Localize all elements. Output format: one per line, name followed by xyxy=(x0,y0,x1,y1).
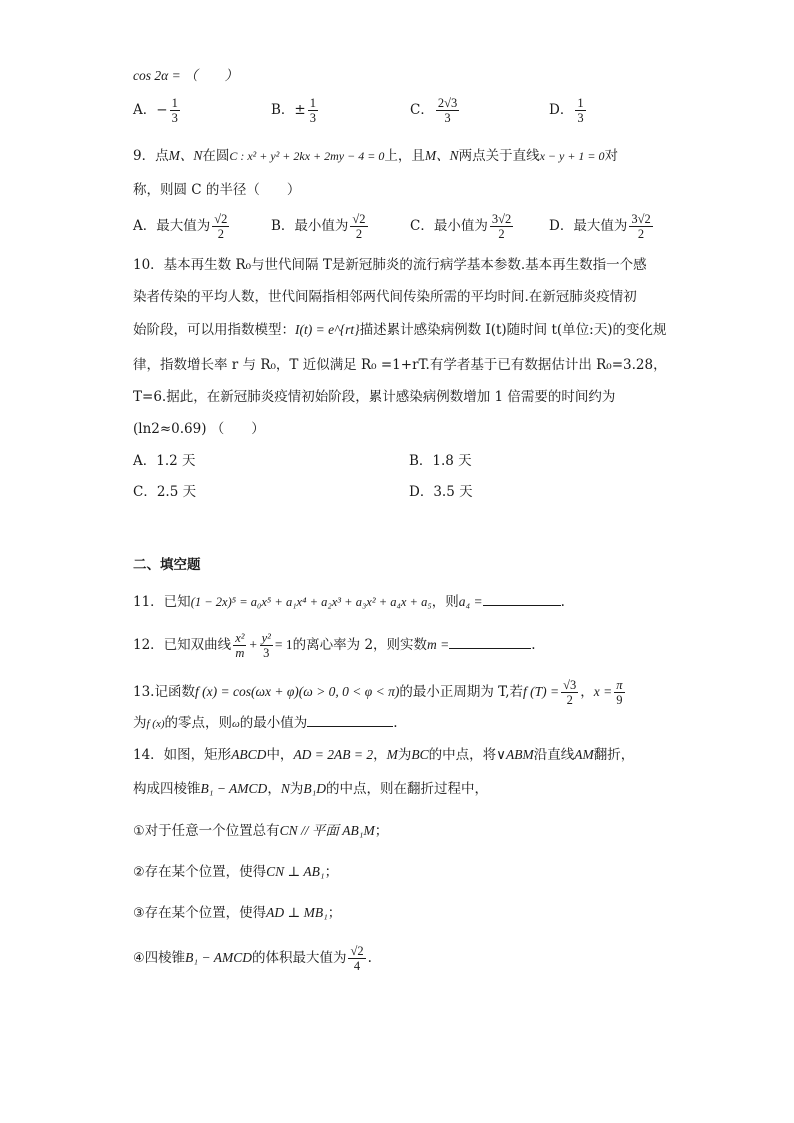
frac-num: 2√3 xyxy=(437,96,458,110)
option-text: 最大值为 xyxy=(573,218,628,234)
q13-omega: ω xyxy=(232,718,240,730)
option-letter: D． xyxy=(549,102,574,118)
q9-text: 两点关于直线 xyxy=(458,148,540,164)
q13-line2 xyxy=(133,712,398,734)
q9-line-eq: x − y + 1 = 0 xyxy=(539,149,605,163)
q14-point: N xyxy=(280,781,290,796)
frac-den: 2 xyxy=(566,693,573,707)
q10-option-c[interactable] xyxy=(133,482,196,502)
option-text: 1.8 天 xyxy=(432,453,472,469)
option-letter: D． xyxy=(409,484,434,500)
q13-text: 13.记函数 xyxy=(133,684,195,700)
q8-option-a[interactable] xyxy=(133,96,182,125)
q10-line5: T=6.据此，在新冠肺炎疫情初始阶段，累计感染病例数增加 1 倍需要的时间约为 xyxy=(133,389,616,405)
q14-item-4 xyxy=(133,944,372,973)
frac-den: 2 xyxy=(217,227,224,241)
option-text: 1.2 天 xyxy=(156,453,196,469)
frac-den: 2 xyxy=(637,227,645,241)
frac-num: √2 xyxy=(214,212,228,226)
q14-item-end: ； xyxy=(327,905,342,921)
q12-end: . xyxy=(531,637,536,653)
q9-points: M、N xyxy=(168,148,203,163)
option-sign: − xyxy=(156,102,168,118)
frac-den: 3 xyxy=(577,111,584,125)
frac-num: √2 xyxy=(350,944,364,958)
q14-item-text: 存在某个位置，使得 xyxy=(144,864,267,880)
option-text: 2.5 天 xyxy=(156,484,197,500)
q13-text: 为 xyxy=(133,715,147,731)
option-letter: C． xyxy=(410,218,434,234)
q9-text: 9．点 xyxy=(133,148,169,164)
frac-den: 3 xyxy=(171,111,178,125)
section-title: 二、填空题 xyxy=(133,557,201,573)
q9-option-a[interactable] xyxy=(133,212,231,241)
q11-expr: (1 − 2x)⁵ = a₀x⁵ + a₁x⁴ + a₂x³ + a₃x² + a₄x + a₅ xyxy=(190,595,432,609)
q14-item-end: ； xyxy=(374,823,389,839)
q13-line1 xyxy=(133,678,627,707)
q14-text: 为 xyxy=(397,747,412,763)
q9-line1 xyxy=(133,146,618,166)
frac-den: 3 xyxy=(444,111,451,125)
q9-option-d[interactable] xyxy=(549,212,655,241)
q14-item-end: ； xyxy=(324,864,339,880)
frac-num: 1 xyxy=(577,96,584,110)
frac-den: 2 xyxy=(498,227,505,241)
q10-text: 描述累计感染病例数 I(t)随时间 t(单位:天)的变化规 xyxy=(359,322,667,338)
q9-text: 上，且 xyxy=(384,148,425,164)
q13-answer-blank[interactable] xyxy=(307,712,393,727)
q14-line1 xyxy=(133,745,634,765)
frac-num: x² xyxy=(235,631,245,645)
q8-option-c[interactable] xyxy=(410,96,461,125)
option-letter: D． xyxy=(549,218,574,234)
q9-text: 在圆 xyxy=(202,148,230,164)
q10-line1: 10．基本再生数 R₀与世代间隔 T是新冠肺炎的流行病学基本参数.基本再生数指一个感 xyxy=(133,257,647,273)
q11-text: ，则 xyxy=(431,594,459,610)
frac-num: π xyxy=(616,678,623,692)
q14-item-2 xyxy=(133,862,338,883)
q14-item-math: B₁ − AMCD xyxy=(185,950,252,965)
q14-item-end: . xyxy=(367,950,372,966)
q13-text: 的最小正周期为 T,若 xyxy=(399,684,523,700)
q12-text: 12．已知双曲线 xyxy=(133,637,232,653)
q14-text: 沿直线 xyxy=(533,747,575,763)
q14-cond: AD = 2AB = 2 xyxy=(293,747,374,762)
q9-option-c[interactable] xyxy=(410,212,515,241)
q10-option-d[interactable] xyxy=(409,482,473,502)
frac-num: 1 xyxy=(309,96,316,110)
q14-seg: BC xyxy=(411,747,429,762)
frac-num: √3 xyxy=(563,678,577,692)
option-letter: A． xyxy=(133,453,157,469)
q13-text: 的最小值为 xyxy=(239,715,308,731)
q9-points: M、N xyxy=(424,148,459,163)
q14-item-3 xyxy=(133,903,341,924)
q11-answer-blank[interactable] xyxy=(483,591,561,606)
q9-line2 xyxy=(133,180,300,200)
q14-text: ， xyxy=(267,781,281,797)
q13-func-ref: f (x) xyxy=(146,718,165,730)
q14-item-text: 存在某个位置，使得 xyxy=(144,905,267,921)
q8-stem xyxy=(133,66,238,86)
q14-item-math: CN ⊥ AB₁ xyxy=(266,864,325,879)
frac-num: 1 xyxy=(171,96,178,110)
q10-text: 始阶段，可以用指数模型： xyxy=(133,322,295,338)
q14-item-text: 对于任意一个位置总有 xyxy=(144,823,280,839)
q12 xyxy=(133,631,536,660)
q8-option-d[interactable] xyxy=(549,96,588,125)
q14-text: 中， xyxy=(266,747,294,763)
frac-den: 9 xyxy=(616,693,623,707)
q13-end: . xyxy=(393,715,398,731)
option-text: 3.5 天 xyxy=(433,484,473,500)
q12-target: m = xyxy=(427,637,450,652)
q14-text: 为 xyxy=(289,781,304,797)
option-sign: ± xyxy=(294,102,306,118)
q14-pyramid: B₁ − AMCD xyxy=(200,781,268,796)
q11-end: . xyxy=(560,594,565,610)
q10-option-b[interactable] xyxy=(409,451,472,471)
q12-eq: = 1 xyxy=(274,637,293,652)
option-text: 最小值为 xyxy=(433,218,488,234)
q13-cond: f (T) = xyxy=(523,684,560,699)
frac-den: 2 xyxy=(355,227,363,241)
frac-num: √2 xyxy=(352,212,366,226)
q14-item-text: 的体积最大值为 xyxy=(251,950,347,966)
q14-text: ， xyxy=(373,747,387,763)
q14-text: 的中点，则在翻折过程中， xyxy=(326,781,489,797)
frac-num: y² xyxy=(261,631,271,645)
circled-number: ② xyxy=(133,865,145,880)
q14-text: 14．如图，矩形 xyxy=(133,747,232,763)
q10-line3 xyxy=(133,320,666,340)
option-letter: C． xyxy=(133,484,157,500)
circled-number: ① xyxy=(133,824,145,839)
q14-item-math: AD ⊥ MB₁ xyxy=(266,905,328,920)
q14-text: 构成四棱锥 xyxy=(133,781,201,797)
q14-rect: ABCD xyxy=(231,747,267,762)
q13-xeq: x = xyxy=(593,684,613,699)
q13-text: 的零点，则 xyxy=(164,715,233,731)
circled-number: ③ xyxy=(133,906,145,921)
q9-circle-eq: C : x² + y² + 2kx + 2my − 4 = 0 xyxy=(229,149,385,163)
option-text: 最小值为 xyxy=(294,218,349,234)
q14-line2 xyxy=(133,779,488,799)
q8-stem-text: cos 2α = （ ） xyxy=(133,68,239,83)
frac-den: m xyxy=(235,646,245,660)
q14-point: M xyxy=(386,747,398,762)
q14-text: 翻折， xyxy=(593,747,635,763)
q10-model: I(t) = e^{rt} xyxy=(295,322,360,337)
q14-item-math: CN // 平面 AB₁M xyxy=(279,823,375,838)
option-letter: B． xyxy=(271,218,295,234)
q9-text: 称，则圆 C 的半径（ ） xyxy=(133,182,301,198)
q14-text: 的中点，将 xyxy=(428,747,497,763)
q12-plus: + xyxy=(248,637,258,652)
q10-line4: 律，指数增长率 r 与 R₀，T 近似满足 R₀ =1+rT.有学者基于已有数据估计出 R₀=3.28， xyxy=(133,357,667,373)
q14-seg: AM xyxy=(574,747,594,762)
q12-answer-blank[interactable] xyxy=(449,634,531,649)
q14-item-1 xyxy=(133,821,388,842)
option-letter: A． xyxy=(133,102,157,118)
option-text: 最大值为 xyxy=(156,218,211,234)
q8-option-b[interactable] xyxy=(271,96,320,125)
q13-comma: ， xyxy=(580,684,594,700)
q10-line6: (ln2≈0.69) （ ） xyxy=(133,421,265,437)
option-letter: B． xyxy=(409,453,433,469)
q14-triangle: ∨ABM xyxy=(496,747,534,762)
circled-number: ④ xyxy=(133,951,145,966)
frac-den: 4 xyxy=(353,959,361,973)
q10-option-a[interactable] xyxy=(133,451,196,471)
q11 xyxy=(133,591,565,612)
q13-func: f (x) = cos(ωx + φ)(ω > 0, 0 < φ < π) xyxy=(194,684,400,699)
q11-target: a₄ = xyxy=(458,594,483,609)
frac-den: 3 xyxy=(309,111,316,125)
q9-option-b[interactable] xyxy=(271,212,370,241)
q9-text: 对 xyxy=(604,148,619,164)
option-letter: A． xyxy=(133,218,157,234)
q11-text: 11．已知 xyxy=(133,594,191,610)
q14-item-text: 四棱锥 xyxy=(144,950,186,966)
q10-line2: 染者传染的平均人数，世代间隔指相邻两代间传染所需的平均时间.在新冠肺炎疫情初 xyxy=(133,289,637,305)
frac-num: 3√2 xyxy=(491,212,512,226)
q12-text: 的离心率为 2，则实数 xyxy=(292,637,428,653)
option-letter: B． xyxy=(271,102,295,118)
frac-den: 3 xyxy=(263,646,270,660)
frac-num: 3√2 xyxy=(631,212,651,226)
q14-seg: B₁D xyxy=(303,781,327,796)
option-letter: C． xyxy=(410,102,434,118)
